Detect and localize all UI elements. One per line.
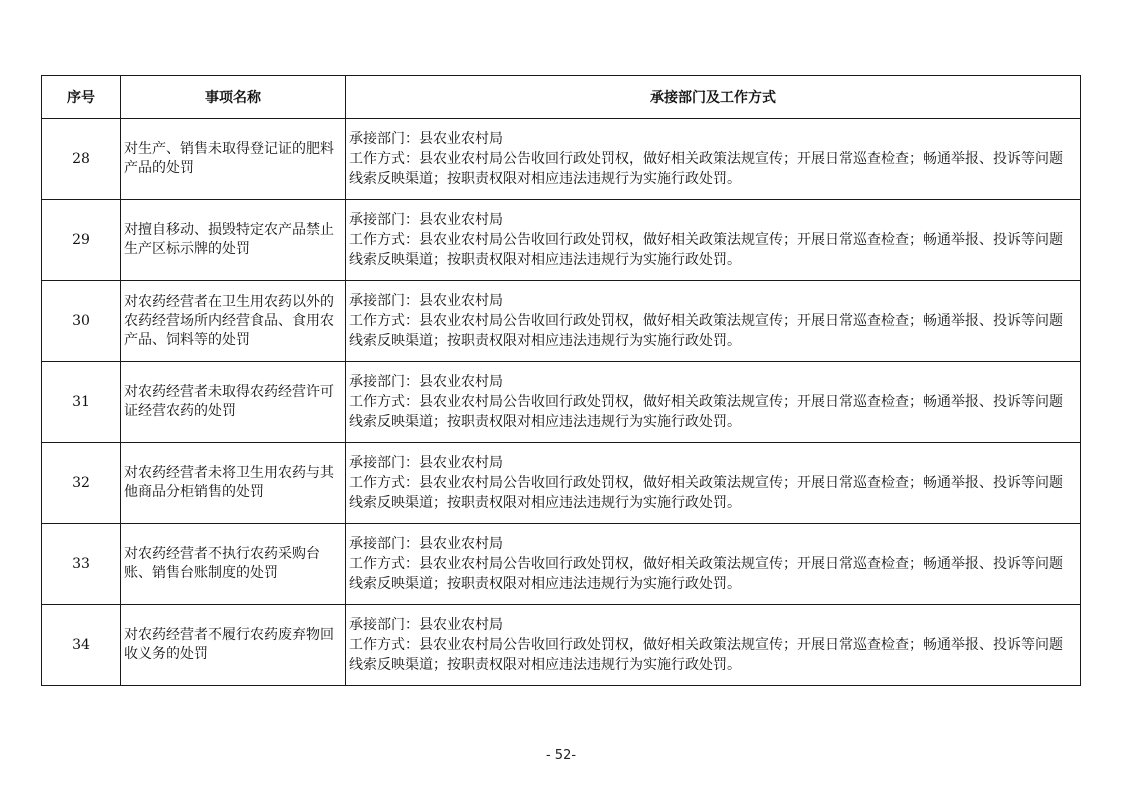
row-number: 28 [42, 119, 121, 200]
table-row [42, 200, 1081, 281]
row-department: 承接部门：县农业农村局 [349, 455, 503, 471]
row-department: 承接部门：县农业农村局 [349, 617, 503, 633]
row-item-name: 对农药经营者在卫生用农药以外的农药经营场所内经营食品、食用农产品、饲料等的处罚 [121, 281, 346, 362]
table-row [42, 281, 1081, 362]
row-item-name: 对农药经营者不执行农药采购台账、销售台账制度的处罚 [121, 524, 346, 605]
row-method: 工作方式：县农业农村局公告收回行政处罚权，做好相关政策法规宣传；开展日常巡查检查；畅通举报、投诉等问题线索反映渠道；按职责权限对相应违法违规行为实施行政处罚。 [349, 556, 1063, 592]
row-method: 工作方式：县农业农村局公告收回行政处罚权，做好相关政策法规宣传；开展日常巡查检查；畅通举报、投诉等问题线索反映渠道；按职责权限对相应违法违规行为实施行政处罚。 [349, 232, 1063, 268]
row-method: 工作方式：县农业农村局公告收回行政处罚权，做好相关政策法规宣传；开展日常巡查检查；畅通举报、投诉等问题线索反映渠道；按职责权限对相应违法违规行为实施行政处罚。 [349, 313, 1063, 349]
row-department-method [346, 281, 1081, 362]
page-number: - 52- [545, 748, 577, 763]
row-item-name: 对生产、销售未取得登记证的肥料产品的处罚 [121, 119, 346, 200]
row-department: 承接部门：县农业农村局 [349, 293, 503, 309]
row-department: 承接部门：县农业农村局 [349, 212, 503, 228]
row-department-method [346, 605, 1081, 686]
document-table-container [41, 75, 1080, 686]
table-row [42, 443, 1081, 524]
table-row [42, 524, 1081, 605]
row-item-name: 对农药经营者不履行农药废弃物回收义务的处罚 [121, 605, 346, 686]
responsibility-table [41, 75, 1081, 686]
row-item-name: 对擅自移动、损毁特定农产品禁止生产区标示牌的处罚 [121, 200, 346, 281]
header-department-method: 承接部门及工作方式 [346, 76, 1081, 119]
row-department: 承接部门：县农业农村局 [349, 374, 503, 390]
row-number: 32 [42, 443, 121, 524]
row-number: 30 [42, 281, 121, 362]
row-item-name: 对农药经营者未将卫生用农药与其他商品分柜销售的处罚 [121, 443, 346, 524]
row-department: 承接部门：县农业农村局 [349, 131, 503, 147]
header-item-name: 事项名称 [121, 76, 346, 119]
row-method: 工作方式：县农业农村局公告收回行政处罚权，做好相关政策法规宣传；开展日常巡查检查；畅通举报、投诉等问题线索反映渠道；按职责权限对相应违法违规行为实施行政处罚。 [349, 394, 1063, 430]
row-department-method [346, 443, 1081, 524]
row-method: 工作方式：县农业农村局公告收回行政处罚权，做好相关政策法规宣传；开展日常巡查检查；畅通举报、投诉等问题线索反映渠道；按职责权限对相应违法违规行为实施行政处罚。 [349, 475, 1063, 511]
row-method: 工作方式：县农业农村局公告收回行政处罚权，做好相关政策法规宣传；开展日常巡查检查；畅通举报、投诉等问题线索反映渠道；按职责权限对相应违法违规行为实施行政处罚。 [349, 637, 1063, 673]
row-number: 34 [42, 605, 121, 686]
row-item-name: 对农药经营者未取得农药经营许可证经营农药的处罚 [121, 362, 346, 443]
row-number: 29 [42, 200, 121, 281]
table-row [42, 119, 1081, 200]
row-department-method [346, 362, 1081, 443]
row-department-method [346, 200, 1081, 281]
row-department: 承接部门：县农业农村局 [349, 536, 503, 552]
header-number: 序号 [42, 76, 121, 119]
row-number: 33 [42, 524, 121, 605]
row-department-method [346, 119, 1081, 200]
table-row [42, 362, 1081, 443]
row-department-method [346, 524, 1081, 605]
row-number: 31 [42, 362, 121, 443]
table-header-row [42, 76, 1081, 119]
row-method: 工作方式：县农业农村局公告收回行政处罚权，做好相关政策法规宣传；开展日常巡查检查；畅通举报、投诉等问题线索反映渠道；按职责权限对相应违法违规行为实施行政处罚。 [349, 151, 1063, 187]
table-row [42, 605, 1081, 686]
